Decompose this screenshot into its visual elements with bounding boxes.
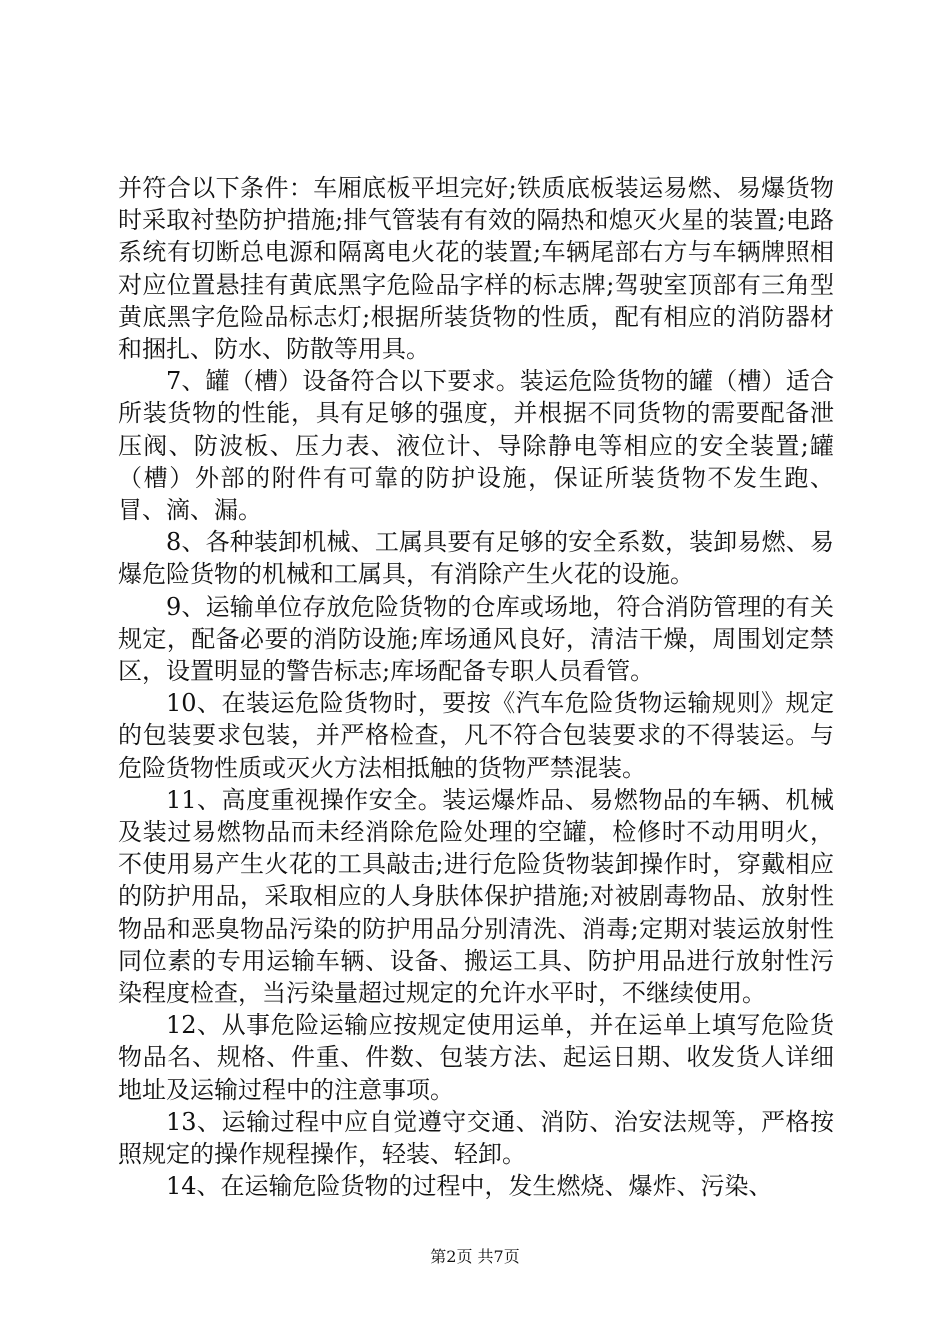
paragraph-item-9: 9、运输单位存放危险货物的仓库或场地，符合消防管理的有关规定，配备必要的消防设施;库场通风良好，清洁干燥，周围划定禁区，设置明显的警告标志;库场配备专职人员看管。 — [118, 592, 834, 686]
paragraph-item-13: 13、运输过程中应自觉遵守交通、消防、治安法规等，严格按照规定的操作规程操作，轻装、轻卸。 — [118, 1107, 834, 1169]
paragraph-item-11: 11、高度重视操作安全。装运爆炸品、易燃物品的车辆、机械及装过易燃物品而未经消除危险处理的空罐，检修时不动用明火，不使用易产生火花的工具敲击;进行危险货物装卸操作时，穿戴相应的防护用品，采取相应的人身肤体保护措施;对被剧毒物品、放射性物品和恶臭物品污染的防护用品分别清洗、消毒;定期对装运放射性同位素的专用运输车辆、设备、搬运工具、防护用品进行放射性污染程度检查，当污染量超过规定的允许水平时，不继续使用。 — [118, 785, 834, 1008]
paragraph-item-12: 12、从事危险运输应按规定使用运单，并在运单上填写危险货物品名、规格、件重、件数、包装方法、起运日期、收发货人详细地址及运输过程中的注意事项。 — [118, 1011, 834, 1104]
paragraph-item-8: 8、各种装卸机械、工属具要有足够的安全系数，装卸易燃、易爆危险货物的机械和工属具，有消除产生火花的设施。 — [118, 528, 834, 589]
paragraph-continuation: 并符合以下条件：车厢底板平坦完好;铁质底板装运易燃、易爆货物时采取衬垫防护措施;排气管装有有效的隔热和熄灭火星的装置;电路系统有切断总电源和隔离电火花的装置;车辆尾部右方与车辆牌照相对应位置悬挂有黄底黑字危险品字样的标志牌;驾驶室顶部有三角型黄底黑字危险品标志灯;根据所装货物的性质，配有相应的消防器材和捆扎、防水、防散等用具。 — [118, 174, 834, 364]
paragraph-item-7: 7、罐（槽）设备符合以下要求。装运危险货物的罐（槽）适合所装货物的性能，具有足够的强度，并根据不同货物的需要配备泄压阀、防波板、压力表、液位计、导除静电等相应的安全装置;罐（槽）外部的附件有可靠的防护设施，保证所装货物不发生跑、冒、滴、漏。 — [118, 367, 834, 525]
page-footer: 第2页 共7页 — [430, 1247, 520, 1266]
document-body — [118, 172, 834, 1203]
paragraph-item-14: 14、在运输危险货物的过程中，发生燃烧、爆炸、污染、 — [166, 1172, 773, 1201]
paragraph-item-10: 10、在装运危险货物时，要按《汽车危险货物运输规则》规定的包装要求包装，并严格检查，凡不符合包装要求的不得装运。与危险货物性质或灭火方法相抵触的货物严禁混装。 — [118, 689, 834, 782]
